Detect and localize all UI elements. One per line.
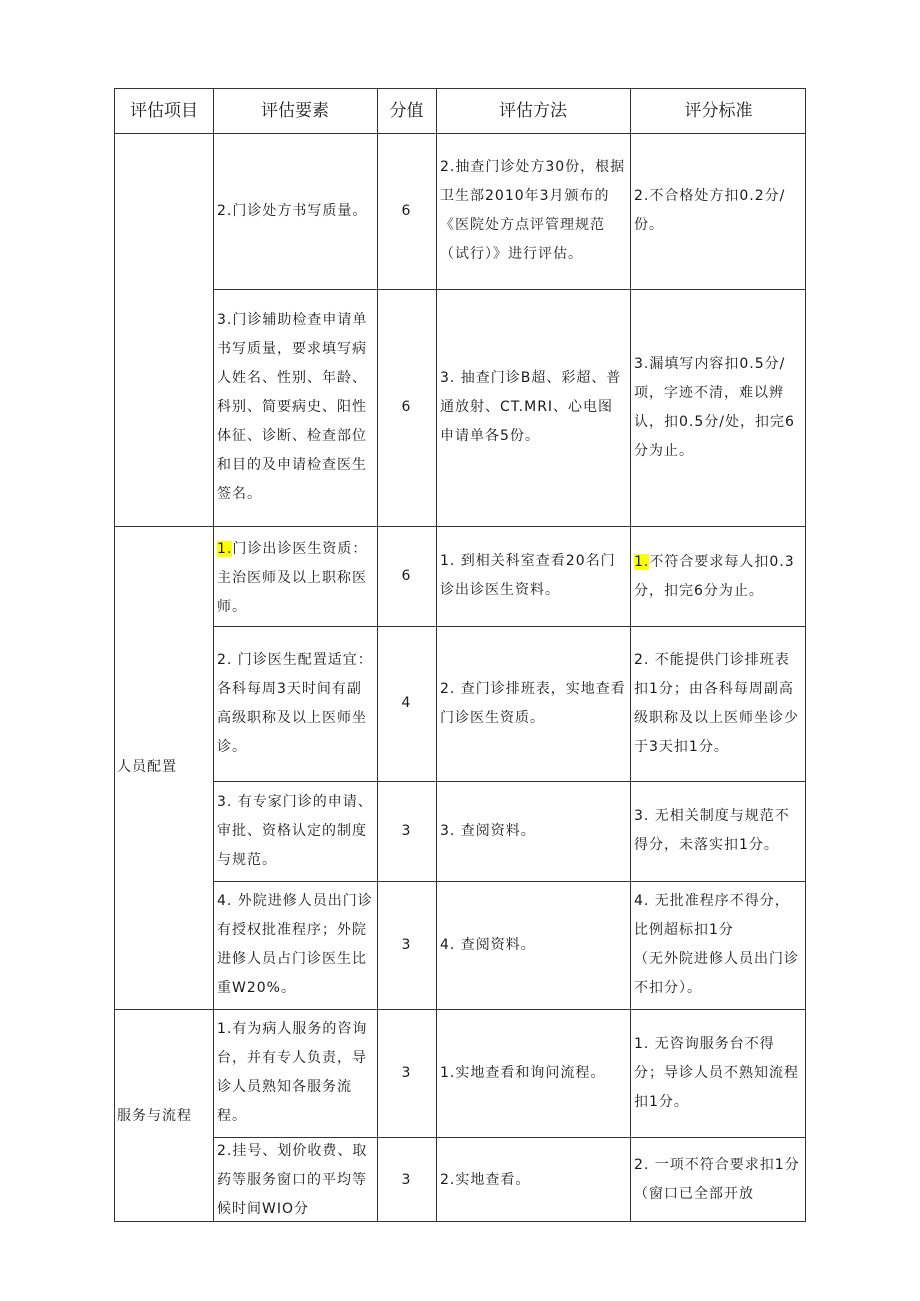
group-staffing: 人员配置 xyxy=(117,759,177,775)
table-row-element: 4. 外院进修人员出门诊有授权批准程序；外院进修人员占门诊医生比重W20%。 xyxy=(217,893,373,996)
table-row-standard xyxy=(630,526,807,626)
element-text: 门诊出诊医生资质：主治医师及以上职称医师。 xyxy=(217,541,368,615)
header-score: 分值 xyxy=(389,100,424,121)
table-row-method: 3. 抽查门诊B超、彩超、普通放射、CT.MRI、心电图申请单各5份。 xyxy=(440,370,622,444)
table-row-standard: 3. 无相关制度与规范不得分，未落实扣1分。 xyxy=(634,808,790,853)
header-elements: 评估要素 xyxy=(261,100,329,121)
table-row-element: 2.门诊处方书写质量。 xyxy=(217,202,368,219)
table-row-element: 2.挂号、划价收费、取药等服务窗口的平均等候时间WIO分 xyxy=(217,1142,368,1217)
assessment-table xyxy=(114,88,806,1222)
table-row-method: 2.实地查看。 xyxy=(440,1171,531,1188)
table-row-standard: 1. 无咨询服务台不得分；导诊人员不熟知流程扣1分。 xyxy=(634,1035,799,1110)
table-row-element: 3. 有专家门诊的申请、审批、资格认定的制度与规范。 xyxy=(217,793,373,868)
header-method: 评估方法 xyxy=(499,100,567,121)
table-row-standard: 2. 不能提供门诊排班表扣1分；由各科每周副高级职称及以上医师坐诊少于3天扣1分。 xyxy=(634,651,799,755)
table-row-score: 6 xyxy=(401,567,412,584)
group-service: 服务与流程 xyxy=(117,1107,192,1124)
table-row-score: 3 xyxy=(401,822,412,839)
table-row-element: 2. 门诊医生配置适宜：各科每周3天时间有副高级职称及以上医师坐诊。 xyxy=(217,651,373,755)
table-row-method: 3. 查阅资料。 xyxy=(440,822,536,839)
table-row-score: 3 xyxy=(401,1064,412,1081)
table-row-score: 6 xyxy=(401,399,412,415)
standard-text: 不符合要求每人扣0.3分，扣完6分为止。 xyxy=(634,554,795,599)
table-row-method: 2.抽查门诊处方30份，根据卫生部2010年3月颁布的《医院处方点评管理规范（试行）》进行评估。 xyxy=(440,159,626,262)
highlight-mark: 1. xyxy=(217,541,233,557)
table-row-method: 2. 查门诊排班表，实地查看门诊医生资质。 xyxy=(440,680,626,726)
table-row-score: 4 xyxy=(401,695,412,711)
table-row-standard: 2.不合格处方扣0.2分/份。 xyxy=(634,188,786,233)
table-row-score: 6 xyxy=(401,202,412,219)
table-row-element: 3.门诊辅助检查申请单书写质量，要求填写病人姓名、性别、年龄、科别、简要病史、阳性体征、诊断、检查部位和目的及申请检查医生签名。 xyxy=(217,312,368,502)
header-standard: 评分标准 xyxy=(684,100,753,121)
table-row-method: 4. 查阅资料。 xyxy=(440,936,536,953)
table-row-element xyxy=(213,526,377,626)
table-row-element: 1.有为病人服务的咨询台，并有专人负责，导诊人员熟知各服务流程。 xyxy=(217,1021,368,1124)
table-row-score: 3 xyxy=(401,936,412,953)
table-row-standard: 3.漏填写内容扣0.5分/项，字迹不清，难以辨认，扣0.5分/处，扣完6分为止。 xyxy=(634,355,795,459)
table-row-score: 3 xyxy=(401,1171,412,1188)
highlight-mark: 1. xyxy=(634,554,650,570)
table-row-standard: 2. 一项不符合要求扣1分（窗口已全部开放 xyxy=(634,1157,800,1202)
table-row-method: 1. 到相关科室查看20名门诊出诊医生资料。 xyxy=(440,553,616,598)
header-project: 评估项目 xyxy=(130,100,198,121)
table-row-standard: 4. 无批准程序不得分，比例超标扣1分 （无外院进修人员出门诊不扣分）。 xyxy=(634,893,799,996)
table-row-method: 1.实地查看和询问流程。 xyxy=(440,1064,606,1081)
